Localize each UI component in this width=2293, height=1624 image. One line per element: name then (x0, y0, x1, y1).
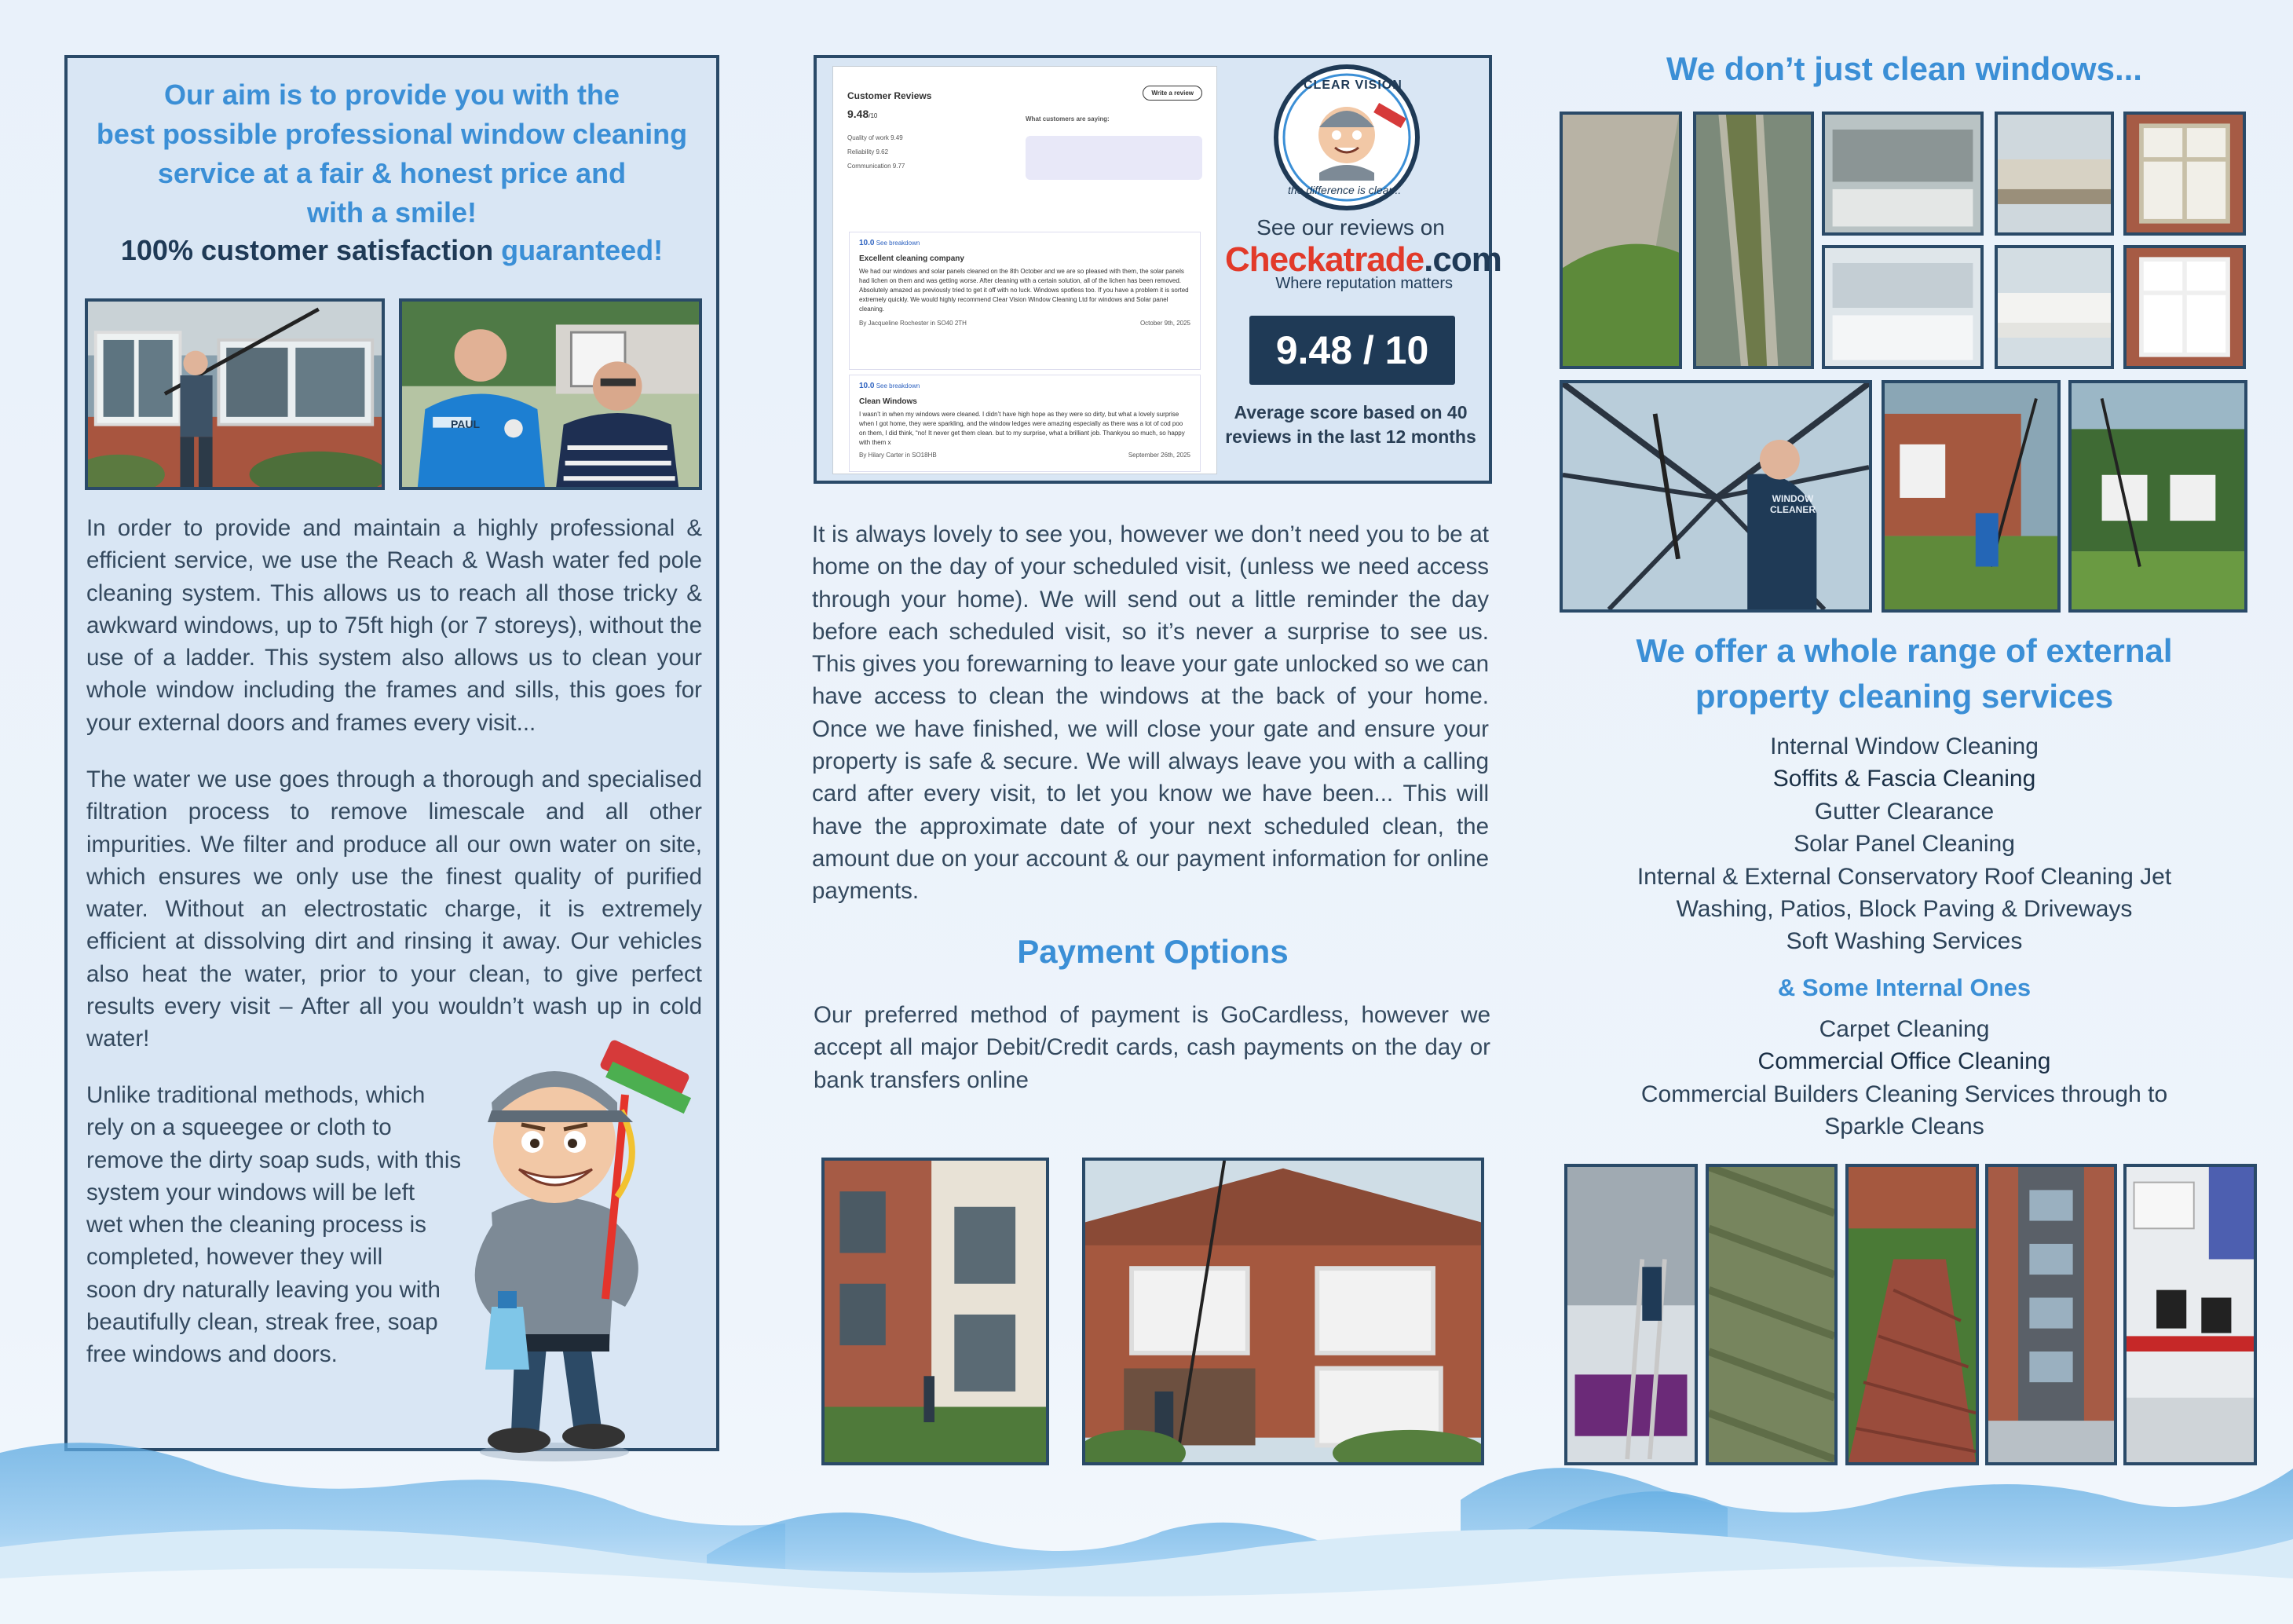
score-note-line: Average score based on 40 (1234, 402, 1468, 422)
commercial-building-photo (1985, 1164, 2117, 1465)
what-customers-saying: What customers are saying: (1026, 115, 1110, 123)
dont-just-clean-heading: We don’t just clean windows... (1666, 50, 2142, 87)
reviews-screenshot (832, 66, 1217, 474)
service-item: Sparkle Cleans (1824, 1114, 1984, 1140)
internal-services-heading: & Some Internal Ones (1777, 974, 2032, 1001)
office-interior-photo (2123, 1164, 2257, 1465)
drying-line: rely on a squeegee or cloth to (86, 1114, 392, 1141)
conservatory-cleaner-photo (1560, 380, 1872, 613)
fascia-before-image (1998, 115, 2111, 232)
reviews-score (847, 108, 877, 120)
review-title: Excellent cleaning company (859, 254, 964, 263)
team-photo (399, 298, 702, 490)
drying-line: wet when the cleaning process is (86, 1212, 426, 1238)
large-house-pole-image (2072, 383, 2244, 609)
office-ladder-image (1567, 1167, 1695, 1462)
cleaner-at-house-photo (85, 298, 385, 490)
moss-block-paving-photo (1706, 1164, 1838, 1465)
review-body: We had our windows and solar panels cleaned on the 8th October and we are so pleased with them, the solar panels had lichen on them and was getting worse. After cleaning with a certain solution, all of the lichen has been removed. Absolutely amazed as previously tried to get it off with no luck. Windows spotless too. If you have a problem it is sorted extremely quickly. We would highly recommend Clear Vision Window Cleaning Ltd for windows and Solar panel cleaning. (859, 268, 1189, 313)
apartment-building-photo (821, 1158, 1049, 1465)
drying-line: system your windows will be left (86, 1179, 415, 1205)
gutter-moss-image (1563, 115, 1679, 366)
aim-line: Our aim is to provide you with the (163, 79, 620, 111)
aim-line: service at a fair & honest price and (157, 157, 627, 189)
conservatory-cleaner-image (1563, 383, 1869, 609)
write-review-button[interactable]: Write a review (1143, 86, 1202, 101)
water-splash-decoration (0, 1437, 2293, 1624)
aim-line: with a smile! (306, 196, 477, 229)
review-body: I wasn’t in when my windows were cleaned. I didn’t have high hope as they were so dirty, but what a lovely surprise when I got home, they were sparkling, and the window ledges were amazing especially as there was a lot of cod poo on them, I did think, “no! It never get them clean. but to my surprise, what a brilliant job. Thankyou so much, so happy with them x (859, 411, 1185, 446)
scheduled-visit-paragraph: It is always lovely to see you, however we don’t need you to be at home on the day of your scheduled visit, (unless we need access through your home). We will send out a little reminder the day before each scheduled visit, so it’s never a surprise to see us. This gives you forewarning to leave your gate unlocked so we can have access to clean the windows at the back of your home. Once we have finished, we will close your gate and ensure your property is safe & secure. We will always leave you with a calling card after every visit, to let you know we have been... This will have the approximate date of your next scheduled clean, the amount due on your account & our payment information for online payments. (812, 521, 1489, 905)
window-frame-before-photo (2123, 112, 2246, 236)
score-value: 9.48 (847, 108, 869, 120)
guarantee-highlight: guaranteed! (501, 234, 664, 266)
window-frame-before-image (2127, 115, 2243, 232)
internal-services-list (1563, 1013, 2246, 1143)
moss-block-paving-image (1709, 1167, 1834, 1462)
review-score: 10.0 (859, 239, 875, 247)
logo-brand: CLEAR VISION (1304, 79, 1402, 92)
aim-panel (64, 55, 719, 1451)
drying-line: completed, however they will (86, 1244, 383, 1271)
checkatrade-wordmark: Checkatrade (1225, 240, 1424, 279)
team-image (402, 302, 699, 489)
service-item: Washing, Patios, Block Paving & Driveways (1676, 896, 2133, 923)
reviews-title: Customer Reviews (847, 90, 932, 101)
water-fed-pole-paragraph: In order to provide and maintain a highly professional & efficient service, we use the Reach & Wash water fed pole cleaning system. This allows us to reach all those tricky & awkward windows, up to 75ft high (or 7 storeys), without the use of a ladder. This system also allows us to clean your whole window including the frames and sills, this goes for your external doors and frames every visit... (86, 515, 702, 736)
brick-house-image (1085, 1161, 1481, 1462)
reviews-panel (814, 55, 1501, 484)
shirt-label: PAUL (451, 418, 481, 430)
conservatory-roof-dirty-photo (1822, 112, 1984, 236)
logo-tagline: the difference is clear... (1288, 184, 1402, 196)
drying-line: soon dry naturally leaving you with (86, 1276, 441, 1303)
service-item: Commercial Office Cleaning (1757, 1048, 2051, 1075)
payment-options-heading: Payment Options (1017, 933, 1289, 970)
service-item: Soft Washing Services (1786, 928, 2023, 955)
conservatory-roof-clean-image (1825, 248, 1980, 366)
satisfaction-guarantee (83, 234, 700, 267)
review-date: October 9th, 2025 (1139, 320, 1190, 327)
pole-cleaning-garden-photo (1882, 380, 2061, 613)
score-note-line: reviews in the last 12 months (1225, 426, 1476, 447)
conservatory-roof-clean-photo (1822, 245, 1984, 369)
filtration-paragraph: The water we use goes through a thorough and specialised filtration process to remove limescale and all other impurities. We filter and produce all our own water on site, which ensures we only use the finest quality of purified water. Without an electrostatic charge, it is extremely efficient at dissolving dirt and rinsing it away. Our vehicles also heat the water, prior to your clean, to give perfect results every visit – After all you wouldn’t wash up in cold water! (86, 766, 702, 1052)
checkatrade-tagline: Where reputation matters (1275, 275, 1453, 292)
review-score: 10.0 (859, 382, 875, 390)
review-author: By Jacqueline Rochester in SO40 2TH (859, 320, 967, 327)
service-item: Soffits & Fascia Cleaning (1772, 766, 2036, 792)
checkatrade-logo[interactable] (1225, 240, 1501, 293)
metric-reliability: Reliability 9.62 (847, 148, 889, 155)
service-item: Carpet Cleaning (1819, 1016, 1990, 1042)
see-reviews-text: See our reviews on (1256, 215, 1445, 240)
drying-line: free windows and doors. (86, 1341, 338, 1368)
see-breakdown-link[interactable]: See breakdown (876, 240, 920, 247)
clean-driveway-photo (1845, 1164, 1979, 1465)
see-breakdown-link[interactable]: See breakdown (876, 382, 920, 390)
checkatrade-domain: .com (1424, 240, 1501, 279)
pole-cleaning-garden-image (1885, 383, 2057, 609)
gutter-moss-photo (1560, 112, 1682, 369)
score-note (1225, 401, 1476, 449)
score-suffix: /10 (869, 112, 878, 119)
gutter-debris-photo (1693, 112, 1814, 369)
payment-options-paragraph: Our preferred method of payment is GoCardless, however we accept all major Debit/Credit cards, cash payments on the day or bank transfers online (814, 1002, 1490, 1093)
service-item: Gutter Clearance (1814, 798, 1995, 825)
metric-communication: Communication 9.77 (847, 163, 905, 170)
drying-line: beautifully clean, streak free, soap (86, 1309, 438, 1336)
mascot-illustration (437, 1024, 704, 1464)
fascia-after-photo (1995, 245, 2114, 369)
apartment-building-image (825, 1161, 1046, 1462)
conservatory-roof-dirty-image (1825, 115, 1980, 232)
drying-line: Unlike traditional methods, which (86, 1082, 426, 1108)
range-heading-line: property cleaning services (1695, 678, 2114, 715)
guarantee-prefix: 100% customer satisfaction (120, 234, 502, 266)
clean-driveway-image (1849, 1167, 1976, 1462)
brick-house-photo (1082, 1158, 1484, 1465)
window-frame-after-photo (2123, 245, 2246, 369)
drying-paragraph (86, 1079, 495, 1371)
summary-quote (1026, 136, 1202, 180)
cleaner-shirt-label: WINDOW CLEANER (1769, 493, 1816, 515)
review-date: September 26th, 2025 (1128, 452, 1190, 459)
fascia-before-photo (1995, 112, 2114, 236)
service-item: Commercial Builders Cleaning Services through to (1640, 1081, 2168, 1107)
window-frame-after-image (2127, 248, 2243, 366)
review-title: Clean Windows (859, 397, 917, 406)
service-item: Internal Window Cleaning (1770, 733, 2039, 759)
gutter-debris-image (1696, 115, 1811, 366)
review-card (849, 375, 1201, 472)
office-interior-image (2127, 1167, 2254, 1462)
cleaner-at-house-image (88, 302, 382, 489)
service-item: Solar Panel Cleaning (1794, 831, 2015, 858)
review-card (849, 232, 1201, 370)
service-item: Internal & External Conservatory Roof Cleaning Jet (1637, 863, 2172, 890)
range-heading-line: We offer a whole range of external (1636, 632, 2173, 669)
large-house-pole-photo (2068, 380, 2247, 613)
services-range-heading (1563, 628, 2246, 719)
external-services-list (1563, 730, 2246, 958)
aim-line: best possible professional window cleaning (96, 118, 688, 150)
drying-line: remove the dirty soap suds, with this (86, 1147, 462, 1173)
office-ladder-photo (1564, 1164, 1698, 1465)
review-author: By Hilary Carter in SO18HB (859, 452, 937, 459)
fascia-after-image (1998, 248, 2111, 366)
commercial-building-image (1988, 1167, 2114, 1462)
metric-quality: Quality of work 9.49 (847, 134, 903, 141)
review-score-badge: 9.48 / 10 (1249, 316, 1455, 385)
aim-heading (91, 75, 693, 232)
